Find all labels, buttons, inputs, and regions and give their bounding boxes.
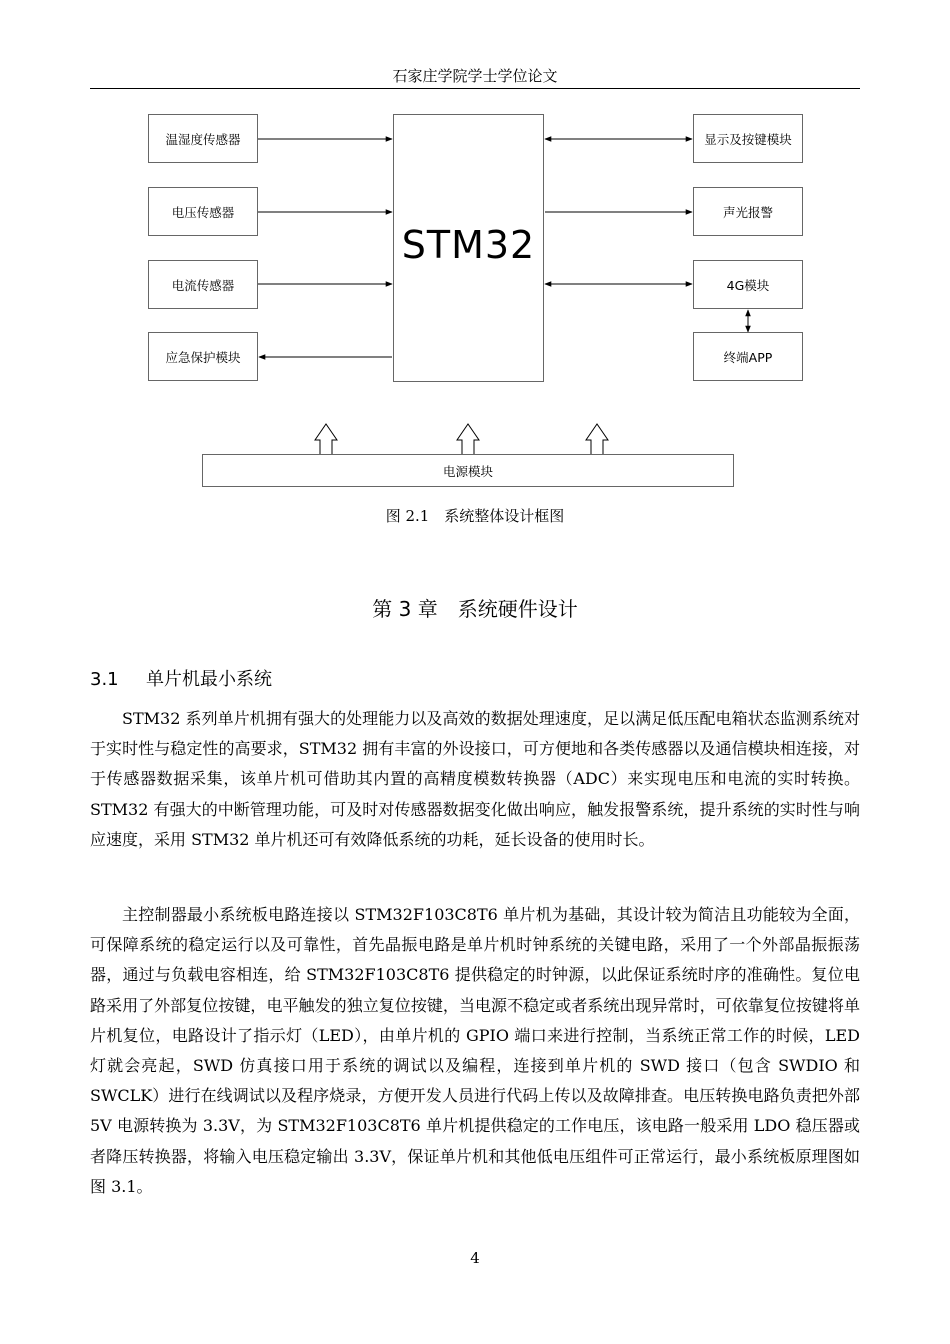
mcu-box: STM32 xyxy=(393,114,544,382)
page-number: 4 xyxy=(470,1249,480,1267)
figure-caption: 图 2.1 系统整体设计框图 xyxy=(385,507,565,525)
voltage-sensor-box: 电压传感器 xyxy=(148,187,258,236)
display-keypad-box: 显示及按键模块 xyxy=(693,114,803,163)
power-arrow-1 xyxy=(315,424,337,454)
4g-module-box: 4G模块 xyxy=(693,260,803,309)
sound-light-alarm-box: 声光报警 xyxy=(693,187,803,236)
emergency-protection-box: 应急保护模块 xyxy=(148,332,258,381)
power-module-box: 电源模块 xyxy=(202,454,734,487)
section-title: 单片机最小系统 xyxy=(146,669,272,690)
body-paragraph: 主控制器最小系统板电路连接以 STM32F103C8T6 单片机为基础，其设计较为简洁且功能较为全面，可保障系统的稳定运行以及可靠性，首先晶振电路是单片机时钟系统的关键电路，采用了一个外部晶振振荡器，通过与负载电容相连，给 STM32F103C8T6 提供稳定的时钟源，以此保证系统时序的准确性。复位电路采用了外部复位按键，电平触发的独立复位按键，当电源不稳定或者系统出现异常时，可依靠复位按键将单片机复位，电路设计了指示灯（LED），由单片机的 GPIO 端口来进行控制，当系统正常工作的时候，LED 灯就会亮起，SWD 仿真接口用于系统的调试以及编程，连接到单片机的 SWD 接口（包含 SWDIO 和 SWCLK）进行在线调试以及程序烧录，方便开发人员进行代码上传以及故障排查。电压转换电路负责把外部 5V 电源转换为 3.3V，为 STM32F103C8T6 单片机提供稳定的工作电压，该电路一般采用 LDO 稳压器或者降压转换器，将输入电压稳定输出 3.3V，保证单片机和其他低电压组件可正常运行，最小系统板原理图如图 3.1。 xyxy=(90,905,860,1196)
section-number: 3.1 xyxy=(90,669,119,690)
power-arrow-2 xyxy=(457,424,479,454)
temp-humidity-sensor-box: 温湿度传感器 xyxy=(148,114,258,163)
power-arrow-3 xyxy=(586,424,608,454)
section-heading xyxy=(90,667,860,693)
chapter-title: 第 3 章 系统硬件设计 xyxy=(372,597,578,621)
system-block-diagram xyxy=(0,0,950,500)
terminal-app-box: 终端APP xyxy=(693,332,803,381)
current-sensor-box: 电流传感器 xyxy=(148,260,258,309)
body-paragraph: STM32 系列单片机拥有强大的处理能力以及高效的数据处理速度，足以满足低压配电箱状态监测系统对于实时性与稳定性的高要求，STM32 拥有丰富的外设接口，可方便地和各类传感器以及通信模块相连接，对于传感器数据采集，该单片机可借助其内置的高精度模数转换器（ADC）来实现电压和电流的实时转换。STM32 有强大的中断管理功能，可及时对传感器数据变化做出响应，触发报警系统，提升系统的实时性与响应速度，采用 STM32 单片机还可有效降低系统的功耗，延长设备的使用时长。 xyxy=(90,709,860,849)
page-header: 石家庄学院学士学位论文 xyxy=(392,67,558,85)
